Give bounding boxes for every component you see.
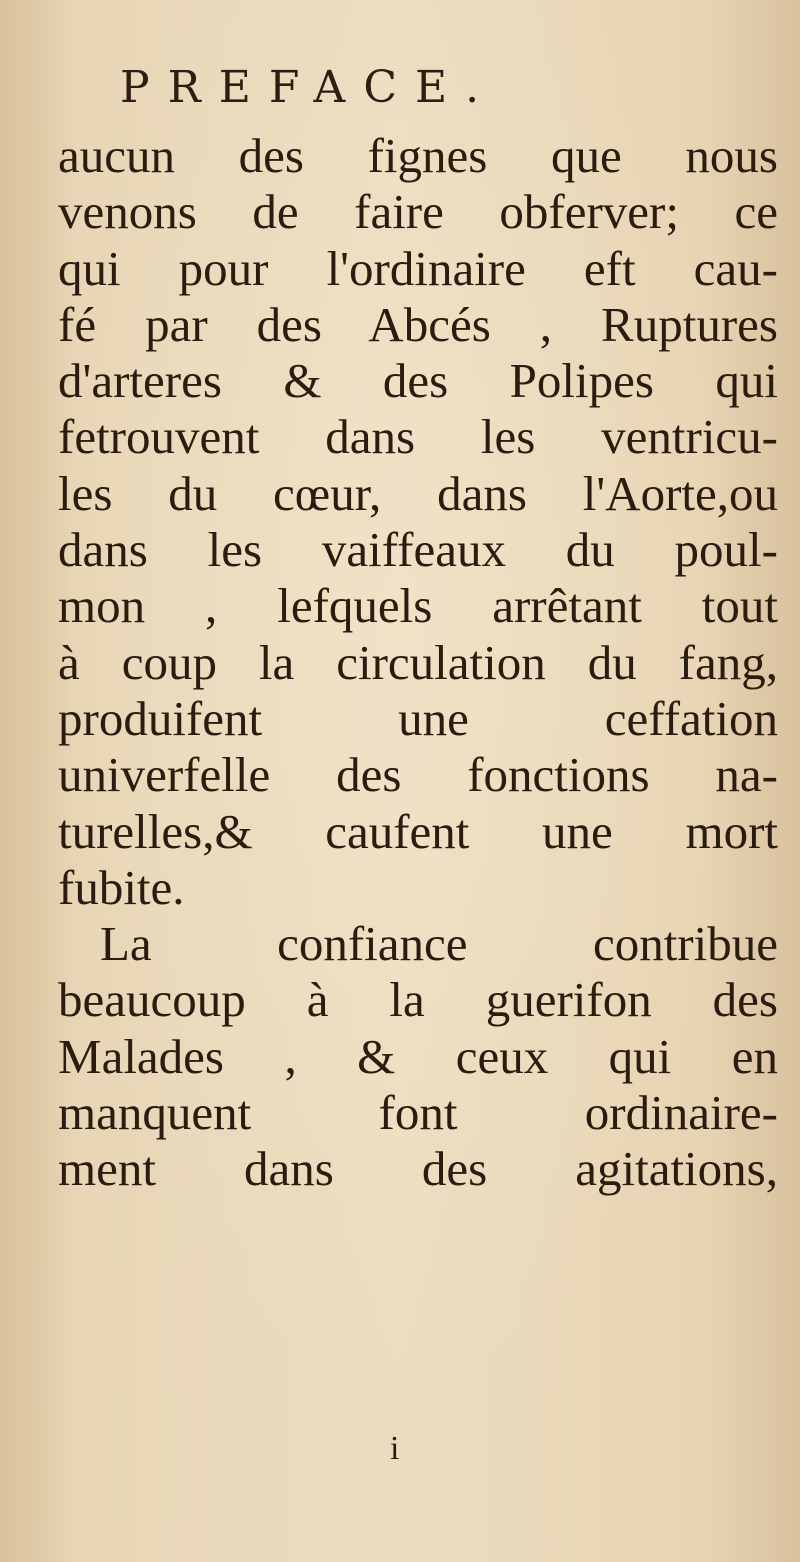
text-line: d'arteres & des Polipes qui xyxy=(58,353,778,409)
text-line: fé par des Abcés , Ruptures xyxy=(58,296,778,352)
text-line: aucun des fignes que nous xyxy=(58,128,778,183)
text-line: mon , lefquels arrêtant tout xyxy=(58,578,778,634)
text-line: fetrouvent dans les ventricu- xyxy=(58,409,778,465)
text-line: univerfelle des fonctions na- xyxy=(58,747,778,803)
text-line: dans les vaiffeaux du poul- xyxy=(58,522,778,578)
text-line: venons de faire obferver; ce xyxy=(58,184,778,240)
text-line: ment dans des agitations, xyxy=(58,1141,778,1197)
body-text xyxy=(58,128,778,1198)
signature-mark: i xyxy=(390,1430,400,1467)
text-line: à coup la circulation du fang, xyxy=(58,634,778,690)
text-line-paragraph-start: La confiance contribue xyxy=(100,916,778,972)
text-line: turelles,& caufent une mort xyxy=(58,803,778,859)
text-line: manquent font ordinaire- xyxy=(58,1085,778,1141)
text-line: beaucoup à la guerifon des xyxy=(58,972,778,1028)
text-line: produifent une ceffation xyxy=(58,690,778,746)
running-head: PREFACE. xyxy=(120,62,498,113)
text-line: Malades , & ceux qui en xyxy=(58,1028,778,1084)
text-line: les du cœur, dans l'Aorte,ou xyxy=(58,465,778,521)
text-line-paragraph-end: fubite. xyxy=(58,859,185,915)
text-line: qui pour l'ordinaire eft cau- xyxy=(58,240,778,296)
